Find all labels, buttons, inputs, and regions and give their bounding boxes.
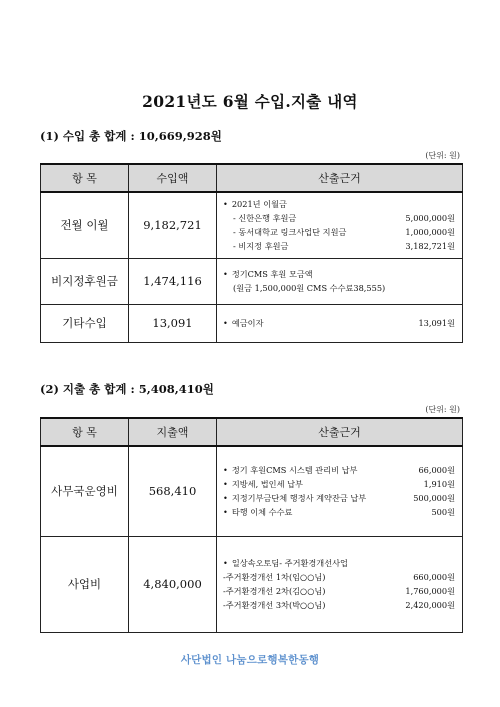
basis-text: • 예금이자: [223, 316, 418, 330]
basis-line: [223, 239, 455, 253]
row-item-label: 사무국운영비: [41, 446, 129, 536]
row-basis: [217, 446, 463, 536]
table-row: [41, 304, 463, 342]
basis-value: 1,000,000원: [405, 227, 455, 238]
basis-line: [223, 477, 455, 491]
row-item-label: 비지정후원금: [41, 258, 129, 304]
basis-text: • 2021년 이월금: [223, 197, 455, 211]
basis-line: [223, 225, 455, 239]
basis-text: • 지방세, 법인세 납부: [223, 477, 424, 491]
row-amount: 9,182,721: [129, 192, 217, 258]
income-unit-label: (단위: 원): [425, 151, 460, 160]
basis-text: -주거환경개선 2차(김○○님): [223, 586, 326, 596]
row-item-label: 기타수입: [41, 304, 129, 342]
basis-value: 5,000,000원: [405, 213, 455, 224]
row-amount: 568,410: [129, 446, 217, 536]
basis-value: 3,182,721원: [405, 241, 455, 252]
expense-header-basis: 산출근거: [217, 418, 463, 446]
basis-line: [223, 463, 455, 477]
basis-value: 1,760,000원: [405, 586, 455, 596]
income-total-heading: (1) 수입 총 합계 : 10,669,928원: [40, 129, 222, 143]
basis-text: - 신한은행 후원금: [233, 213, 297, 224]
basis-line: [223, 491, 455, 505]
basis-value: 660,000원: [413, 572, 455, 582]
basis-value: 2,420,000원: [405, 600, 455, 610]
row-item-label: 사업비: [41, 536, 129, 632]
document-title: 2021년도 6월 수입.지출 내역: [142, 92, 358, 111]
basis-text: • 지정기부금단체 행정사 계약잔금 납부: [223, 491, 413, 505]
expense-header-amount: 지출액: [129, 418, 217, 446]
basis-value: 500,000원: [413, 493, 455, 504]
row-amount: 1,474,116: [129, 258, 217, 304]
organization-footer: 사단법인 나눔으로행복한동행: [180, 654, 320, 666]
income-header-row: [41, 164, 463, 192]
row-basis: [217, 304, 463, 342]
basis-line: [223, 598, 455, 612]
basis-line: [223, 556, 455, 570]
income-header-basis: 산출근거: [217, 164, 463, 192]
table-row: [41, 258, 463, 304]
basis-line: [223, 570, 455, 584]
basis-line: [223, 267, 455, 281]
table-row: [41, 446, 463, 536]
basis-text: • 타행 이체 수수료: [223, 505, 431, 519]
basis-line: [223, 316, 455, 330]
basis-value: 1,910원: [423, 479, 455, 490]
expense-table: [40, 417, 463, 633]
basis-line: [223, 281, 455, 295]
basis-line: [223, 197, 455, 211]
basis-value: 500원: [431, 507, 455, 518]
basis-value: 13,091원: [418, 318, 455, 328]
basis-text: - 비지정 후원금: [233, 241, 289, 252]
row-amount: 4,840,000: [129, 536, 217, 632]
basis-line: [223, 505, 455, 519]
row-amount: 13,091: [129, 304, 217, 342]
basis-text: • 정기CMS 후원 모금액: [223, 267, 455, 281]
income-table: [40, 163, 463, 343]
income-header-item: 항 목: [41, 164, 129, 192]
basis-text: -주거환경개선 3차(박○○님): [223, 600, 326, 610]
basis-text: • 일상속오토딤- 주거환경개선사업: [223, 556, 455, 570]
table-row: [41, 192, 463, 258]
basis-text: (원금 1,500,000원 CMS 수수료38,555): [233, 283, 386, 293]
basis-text: - 동서대학교 링크사업단 지원금: [233, 227, 347, 238]
row-basis: [217, 192, 463, 258]
expense-header-row: [41, 418, 463, 446]
income-header-amount: 수입액: [129, 164, 217, 192]
basis-text: -주거환경개선 1차(임○○님): [223, 572, 326, 582]
basis-line: [223, 211, 455, 225]
basis-text: • 정기 후원CMS 시스템 관리비 납부: [223, 463, 418, 477]
basis-value: 66,000원: [418, 465, 455, 476]
expense-header-item: 항 목: [41, 418, 129, 446]
table-row: [41, 536, 463, 632]
expense-unit-label: (단위: 원): [425, 405, 460, 414]
row-basis: [217, 536, 463, 632]
expense-total-heading: (2) 지출 총 합계 : 5,408,410원: [40, 382, 214, 396]
row-item-label: 전월 이월: [41, 192, 129, 258]
row-basis: [217, 258, 463, 304]
basis-line: [223, 584, 455, 598]
